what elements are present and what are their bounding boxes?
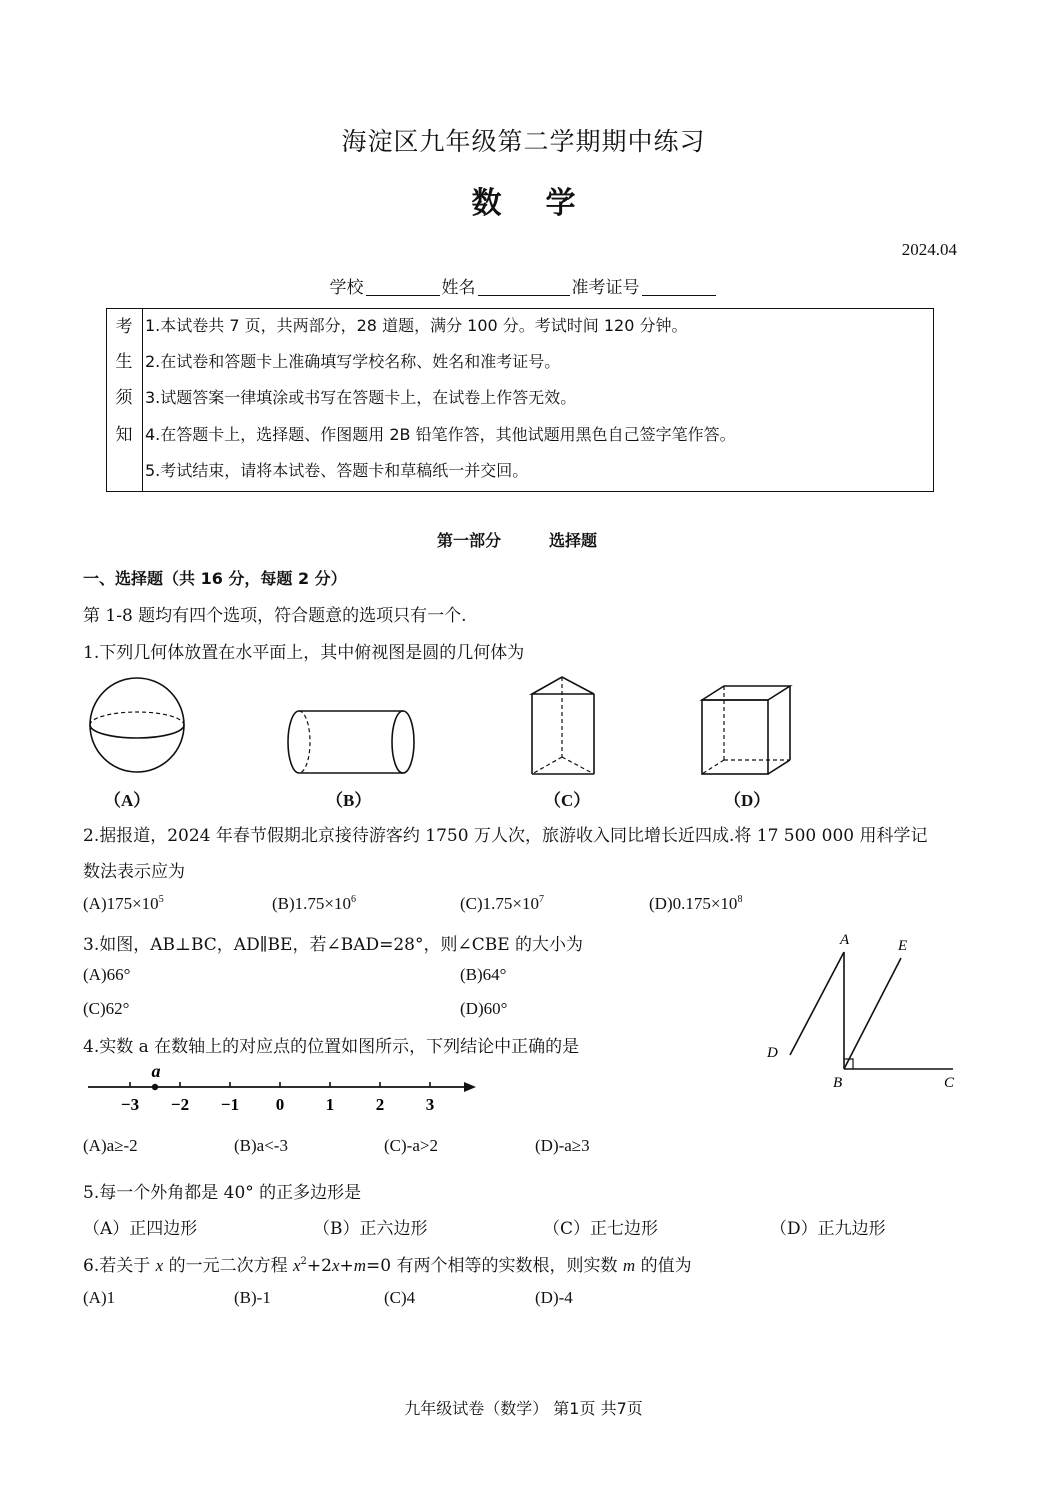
q2-option-b: $(B)1.75\times 10^6$ [272, 894, 356, 913]
number-line-tick-label: 3 [425, 1095, 435, 1114]
point-a-label: a [151, 1061, 161, 1081]
notice-item: 5.考试结束，请将本试卷、答题卡和草稿纸一并交回。 [145, 461, 529, 480]
notice-side-char: 生 [115, 352, 133, 372]
notice-item: 1.本试卷共 7 页，共两部分，28 道题，满分 100 分。考试时间 120 分钟。 [145, 316, 688, 335]
notice-side-char: 考 [115, 317, 133, 337]
q6-option-b: (B)-1 [234, 1288, 271, 1307]
q5-stem: 5.每一个外角都是 40° 的正多边形是 [83, 1183, 362, 1203]
number-line-tick-label: 2 [375, 1095, 385, 1114]
q2-option-c: $(C)1.75\times 10^7$ [460, 894, 544, 913]
q1-stem: 1.下列几何体放置在水平面上，其中俯视图是圆的几何体为 [83, 643, 525, 663]
q2-stem-line1: 2.据报道，2024 年春节假期北京接待游客约 1750 万人次，旅游收入同比增长近四成.将 17 500 000 用科学记 [83, 826, 928, 846]
number-line-tick-label: 1 [325, 1095, 335, 1114]
q6-stem: 6.若关于 x 的一元二次方程 $x^2+2x+m=0$ 有两个相等的实数根，则实数 m 的值为 [83, 1256, 692, 1276]
number-line-tick-label: −1 [220, 1095, 240, 1114]
q3-stem: 3.如图，AB⊥BC，AD∥BE，若∠BAD=28°，则∠CBE 的大小为 [83, 935, 584, 955]
q1-caption-d: （D） [724, 791, 771, 810]
q3-option-a: (A)66° [83, 965, 131, 984]
q3-angle-figure [760, 925, 970, 1095]
triangular-prism-figure [528, 673, 598, 779]
cylinder-figure [284, 706, 418, 778]
q1-caption-c: （C） [544, 791, 591, 810]
number-line-tick-label: −2 [170, 1095, 190, 1114]
notice-box [106, 308, 934, 492]
notice-side-char: 知 [115, 425, 133, 445]
school-blank [366, 279, 440, 296]
point-label-c: C [944, 1075, 955, 1091]
q3-option-b: (B)64° [460, 965, 507, 984]
q3-option-d: (D)60° [460, 999, 508, 1018]
exam-date: 2024.04 [901, 240, 957, 259]
notice-item: 3.试题答案一律填涂或书写在答题卡上，在试卷上作答无效。 [145, 388, 577, 407]
q4-stem: 4.实数 a 在数轴上的对应点的位置如图所示，下列结论中正确的是 [83, 1037, 580, 1057]
q6-option-d: (D)-4 [535, 1288, 573, 1307]
q4-option-a: (A)a≥-2 [83, 1136, 138, 1155]
section-heading: 一、选择题（共 16 分，每题 2 分） [83, 569, 347, 588]
part-subtitle: 选择题 [549, 531, 598, 550]
q4-option-c: (C)-a>2 [384, 1136, 438, 1155]
notice-side-char: 须 [115, 388, 133, 408]
q4-option-d: (D)-a≥3 [535, 1136, 590, 1155]
q4-option-b: (B)a<-3 [234, 1136, 288, 1155]
q5-option-d: （D）正九边形 [770, 1219, 886, 1239]
q6-option-a: (A)1 [83, 1288, 116, 1307]
number-line-tick-label: 0 [275, 1095, 285, 1114]
q5-option-b: （B）正六边形 [313, 1219, 428, 1239]
part-title: 第一部分 [437, 531, 502, 550]
field-exam-id-label: 准考证号 [571, 278, 640, 298]
q3-option-c: (C)62° [83, 999, 130, 1018]
cube-figure [698, 684, 794, 778]
point-label-b: B [833, 1075, 843, 1091]
student-fields [0, 273, 1047, 298]
name-blank [478, 279, 570, 296]
point-label-a: A [840, 932, 850, 948]
q2-option-a: $(A)175\times 10^5$ [83, 894, 164, 913]
point-label-d: D [767, 1045, 778, 1061]
q2-stem-line2: 数法表示应为 [83, 862, 185, 882]
exam-id-blank [642, 279, 716, 296]
q1-caption-a: （A） [104, 791, 151, 810]
notice-item: 2.在试卷和答题卡上准确填写学校名称、姓名和准考证号。 [145, 352, 561, 371]
q5-option-a: （A）正四边形 [83, 1219, 198, 1239]
q1-caption-b: （B） [326, 791, 372, 810]
number-line [86, 1060, 478, 1116]
section-instruction: 第 1-8 题均有四个选项，符合题意的选项只有一个. [83, 606, 467, 626]
sphere-figure [88, 676, 188, 776]
number-line-tick-label: −3 [120, 1095, 140, 1114]
page-footer: 九年级试卷（数学） 第1页 共7页 [404, 1399, 643, 1418]
q6-option-c: (C)4 [384, 1288, 416, 1307]
field-school-label: 学校 [329, 278, 364, 298]
exam-title: 海淀区九年级第二学期期中练习 [341, 127, 706, 156]
notice-item: 4.在答题卡上，选择题、作图题用 2B 铅笔作答，其他试题用黑色自己签字笔作答。 [145, 425, 736, 444]
point-label-e: E [898, 938, 908, 954]
point-a-marker [152, 1084, 158, 1090]
notice-side-label [107, 309, 143, 491]
q5-option-c: （C）正七边形 [543, 1219, 659, 1239]
q2-option-d: $(D)0.175\times 10^8$ [649, 894, 743, 913]
subject-title: 数学 [471, 186, 620, 221]
field-name-label: 姓名 [441, 278, 476, 298]
